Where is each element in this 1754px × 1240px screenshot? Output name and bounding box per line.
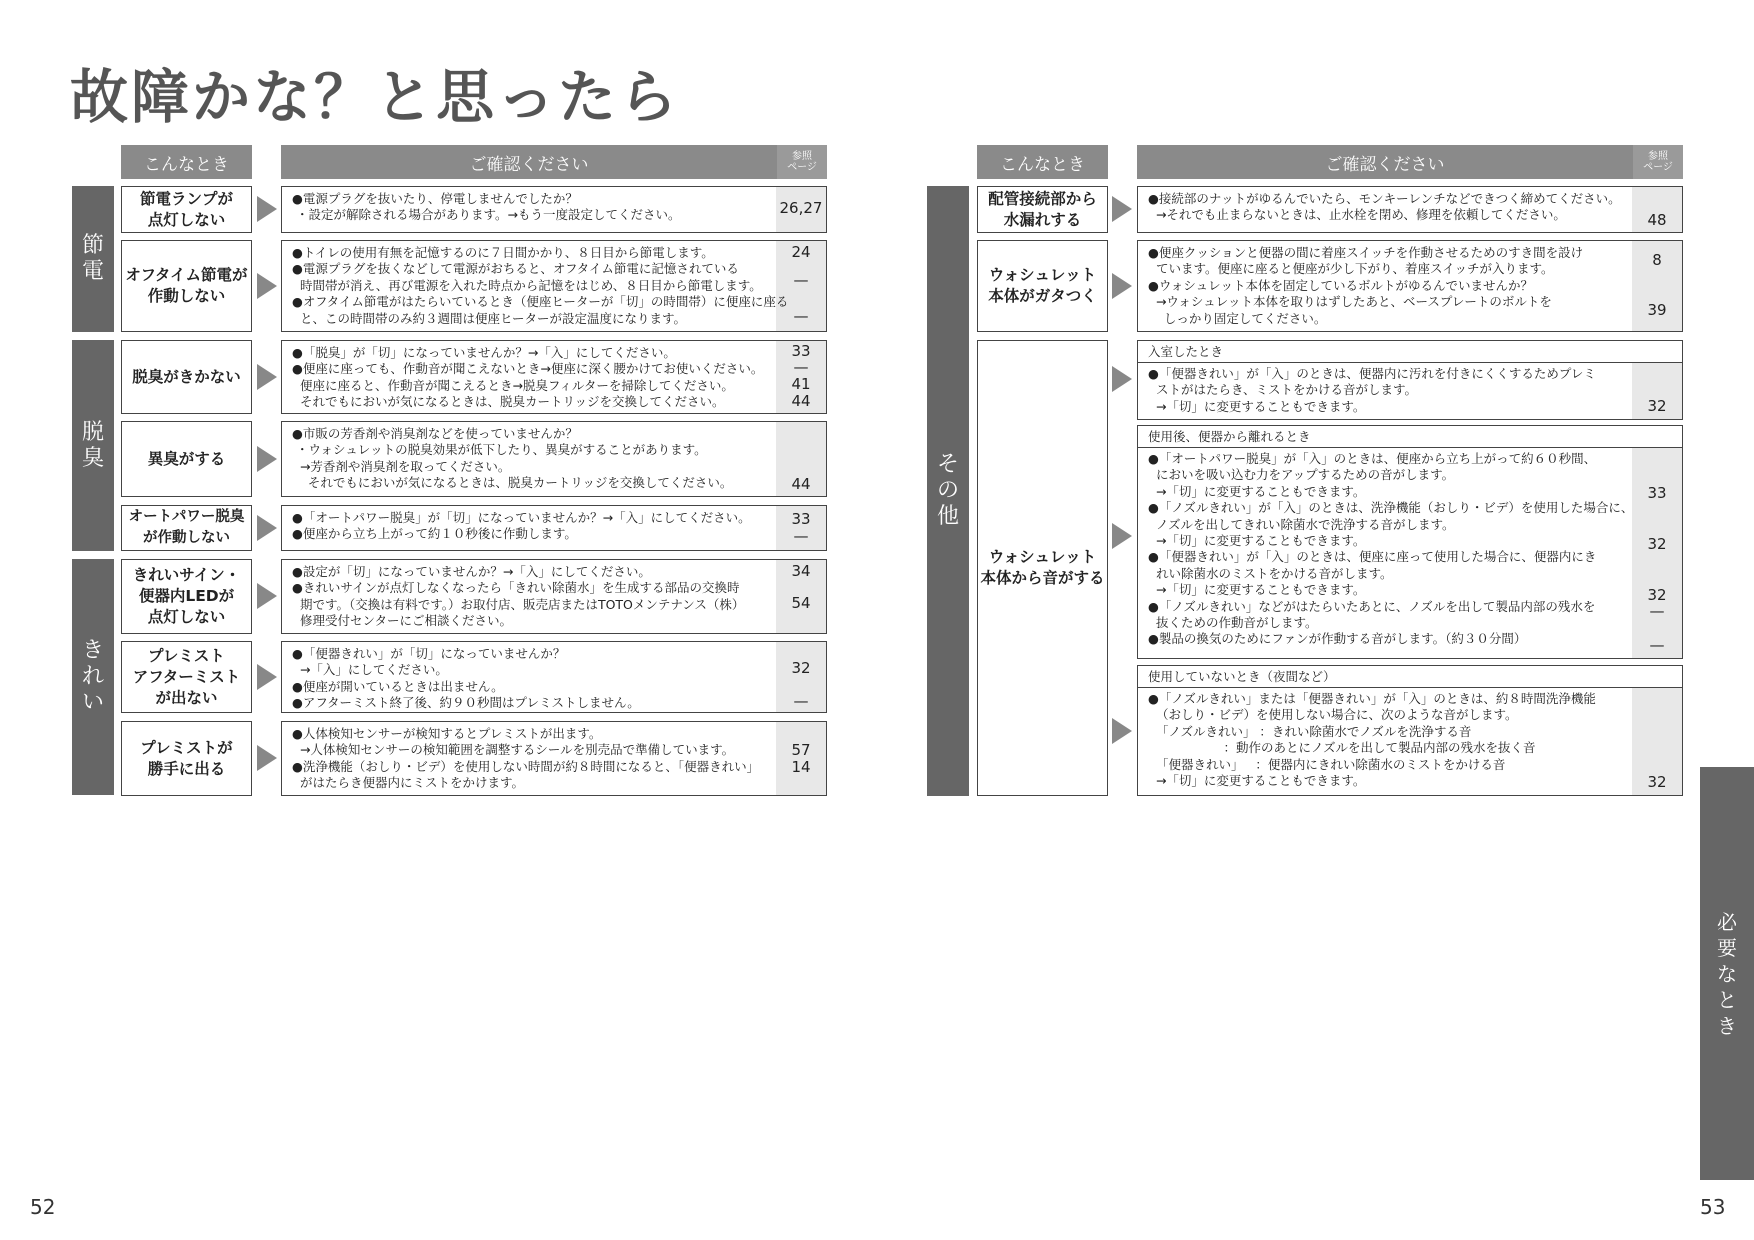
- section-tab: 必要なとき: [1700, 767, 1754, 1180]
- ref-value: —: [793, 358, 809, 376]
- ref-value: 32: [1647, 586, 1667, 604]
- page-number-left: 52: [30, 1195, 56, 1219]
- arrow-r7: [257, 664, 277, 690]
- arrow-r4: [257, 446, 277, 472]
- ref-value: —: [1649, 636, 1665, 654]
- ref-value: 32: [791, 659, 811, 677]
- check-box-r6: [281, 559, 827, 634]
- symptom-r11: ウォシュレット 本体から音がする: [977, 340, 1108, 796]
- check-text-r8: ●人体検知センサーが検知するとプレミストが出ます。 →人体検知センサーの検知範囲を調整するシールを別売品で準備しています。 ●洗浄機能（おしり・ビデ）を使用しない時間が約８時間になると、「便器きれい」 がはたらき便器内にミストをかけます。: [292, 726, 760, 791]
- ref-value: —: [793, 271, 809, 289]
- ref-value: 48: [1647, 211, 1667, 229]
- symptom-r2: オフタイム節電が 作動しない: [121, 240, 252, 332]
- ref-column: [1632, 448, 1682, 658]
- category-sonota: その他: [927, 186, 969, 796]
- ref-value: 41: [791, 375, 811, 393]
- symptom-r9: 配管接続部から 水漏れする: [977, 186, 1108, 233]
- ref-value: 57: [791, 741, 811, 759]
- ref-value: 14: [791, 758, 811, 776]
- ref-value: 54: [791, 594, 811, 612]
- category-dasshu: 脱臭: [72, 340, 114, 551]
- ref-value: 32: [1647, 397, 1667, 415]
- arrow-r11b: [1112, 523, 1132, 549]
- check-text-r2: ●トイレの使用有無を記憶するのに７日間かかり、８日目から節電します。 ●電源プラグを抜くなどして電源がおちると、オフタイム節電に記憶されている 時間帯が消え、再び電源を入れた時点から記憶をはじめ、８日目から節電します。 ●オフタイム節電がはたらいているとき（便座ヒーターが「切」の時間帯）に便座に座る と、この時間帯のみ約３週間は便座ヒーターが設定温度になります。: [292, 245, 789, 326]
- arrow-r9: [1112, 196, 1132, 222]
- symptom-r8: プレミストが 勝手に出る: [121, 721, 252, 796]
- symptom-r10: ウォシュレット 本体がガタつく: [977, 240, 1108, 332]
- check-text-r4: ●市販の芳香剤や消臭剤などを使っていませんか？ ・ウォシュレットの脱臭効果が低下したり、異臭がすることがあります。 →芳香剤や消臭剤を取ってください。 それでもにおいが気になるときは、脱臭カートリッジを交換してください。: [292, 426, 733, 491]
- ref-value: 26,27: [779, 199, 823, 217]
- page-title: 故障かな？と思ったら: [70, 63, 681, 131]
- header-check-left: ご確認ください: [281, 145, 777, 179]
- check-text-r11-after-use: ●「オートパワー脱臭」が「入」のときは、便座から立ち上がって約６０秒間、 においを吸い込む力をアップするための音がします。 →「切」に変更することもできます。 ●「ノズルきれい」が「入」のときは、洗浄機能（おしり・ビデ）を使用した場合に、 ノズルを出してきれい除菌水で洗浄する音がします。 →「切」に変更することもできます。 ●「便器きれい」が「入」のときは、便座に座って使用した場合に、便器内にき れい除菌水のミストをかける音がします。 →「切」に変更することもできます。 ●「ノズルきれい」などがはたらいたあとに、ノズルを出して製品内部の残水を 抜くための作動音がします。 ●製品の換気のためにファンが作動する音がします。（約３０分間）: [1148, 451, 1634, 647]
- ref-value: 24: [791, 243, 811, 261]
- symptom-r6: きれいサイン・ 便器内LEDが 点灯しない: [121, 559, 252, 634]
- arrow-r10: [1112, 273, 1132, 299]
- arrow-r5: [257, 515, 277, 541]
- symptom-r5: オートパワー脱臭 が作動しない: [121, 505, 252, 551]
- ref-value: 44: [791, 475, 811, 493]
- arrow-r1: [257, 196, 277, 222]
- check-text-r5: ●「オートパワー脱臭」が「切」になっていませんか？→「入」にしてください。 ●便座から立ち上がって約１０秒後に作動します。: [292, 510, 751, 542]
- ref-value: 39: [1647, 301, 1667, 319]
- ref-value: 34: [791, 562, 811, 580]
- header-symptom-left: こんなとき: [121, 145, 252, 179]
- check-box-r11-unused: [1137, 665, 1683, 796]
- check-text-r6: ●設定が「切」になっていませんか？→「入」にしてください。 ●きれいサインが点灯しなくなったら「きれい除菌水」を生成する部品の交換時 期です。（交換は有料です。）お取付店、販売店またはTOTOメンテナンス（株） 修理受付センターにご相談ください。: [292, 564, 745, 629]
- ref-value: 32: [1647, 535, 1667, 553]
- arrow-r2: [257, 273, 277, 299]
- header-check-right: ご確認ください: [1137, 145, 1633, 179]
- category-setsuden: 節電: [72, 186, 114, 332]
- check-text-r11-unused: ●「ノズルきれい」または「便器きれい」が「入」のときは、約８時間洗浄機能 （おしり・ビデ）を使用しない場合に、次のような音がします。 「ノズルきれい」 ：きれい除菌水でノズルを洗浄する音 ：動作のあとにノズルを出して製品内部の残水を抜く音 「便器きれい」 ：便器内にきれい除菌水のミストをかける音 →「切」に変更することもできます。: [1148, 691, 1596, 789]
- ref-value: —: [1649, 602, 1665, 620]
- ref-value: 33: [791, 510, 811, 528]
- arrow-r8: [257, 745, 277, 771]
- ref-value: —: [793, 527, 809, 545]
- check-text-r9: ●接続部のナットがゆるんでいたら、モンキーレンチなどできつく締めてください。 →それでも止まらないときは、止水栓を閉め、修理を依頼してください。: [1148, 191, 1621, 223]
- ref-value: —: [793, 307, 809, 325]
- check-box-r1: [281, 186, 827, 233]
- symptom-r4: 異臭がする: [121, 421, 252, 497]
- check-box-r11-after-use: [1137, 425, 1683, 659]
- ref-value: 8: [1652, 251, 1662, 269]
- page-number-right: 53: [1700, 1195, 1726, 1219]
- check-box-r2: [281, 240, 827, 332]
- check-box-r9: [1137, 186, 1683, 233]
- symptom-r7: プレミスト アフターミスト が出ない: [121, 641, 252, 713]
- ref-value: 32: [1647, 773, 1667, 791]
- ref-value: 33: [1647, 484, 1667, 502]
- check-text-r7: ●「便器きれい」が「切」になっていませんか？ →「入」にしてください。 ●便座が開いているときは出ません。 ●アフターミスト終了後、約９０秒間はプレミストしません。: [292, 646, 640, 711]
- arrow-r6: [257, 583, 277, 609]
- check-box-r7: [281, 641, 827, 713]
- check-box-r4: [281, 421, 827, 497]
- symptom-r3: 脱臭がきかない: [121, 340, 252, 414]
- check-box-r3: [281, 340, 827, 414]
- category-kirei: きれい: [72, 559, 114, 795]
- check-box-r10: [1137, 240, 1683, 332]
- subheading-unused: 使用していないとき（夜間など）: [1138, 666, 1682, 688]
- check-text-r10: ●便座クッションと便器の間に着座スイッチを作動させるためのすき間を設け ています。便座に座ると便座が少し下がり、着座スイッチが入ります。 ●ウォシュレット本体を固定しているボルトがゆるんでいませんか？ →ウォシュレット本体を取りはずしたあと、ベースプレートのボルトを しっかり固定してください。: [1148, 245, 1584, 326]
- arrow-r11a: [1112, 366, 1132, 392]
- header-symptom-right: こんなとき: [977, 145, 1108, 179]
- arrow-r3: [257, 364, 277, 390]
- check-text-r1: ●電源プラグを抜いたり、停電しませんでしたか？ ・設定が解除される場合があります。→もう一度設定してください。: [292, 191, 681, 223]
- ref-value: 44: [791, 392, 811, 410]
- ref-value: —: [793, 692, 809, 710]
- subheading-entering: 入室したとき: [1138, 341, 1682, 363]
- check-box-r8: [281, 721, 827, 796]
- subheading-after-use: 使用後、便器から離れるとき: [1138, 426, 1682, 448]
- check-box-r11-entering: [1137, 340, 1683, 420]
- check-text-r3: ●「脱臭」が「切」になっていませんか？→「入」にしてください。 ●便座に座っても、作動音が聞こえないとき→便座に深く腰かけてお使いください。 便座に座ると、作動音が聞こえるとき→脱臭フィルターを掃除してください。 それでもにおいが気になるときは、脱臭カートリッジを交換してください。: [292, 345, 764, 410]
- check-text-r11-entering: ●「便器きれい」が「入」のときは、便器内に汚れを付きにくくするためプレミ ストがはたらき、ミストをかける音がします。 →「切」に変更することもできます。: [1148, 366, 1596, 414]
- arrow-r11c: [1112, 718, 1132, 744]
- ref-value: 33: [791, 342, 811, 360]
- symptom-r1: 節電ランプが 点灯しない: [121, 186, 252, 233]
- check-box-r5: [281, 505, 827, 551]
- header-ref-left: 参照 ページ: [777, 145, 827, 179]
- header-ref-right: 参照 ページ: [1633, 145, 1683, 179]
